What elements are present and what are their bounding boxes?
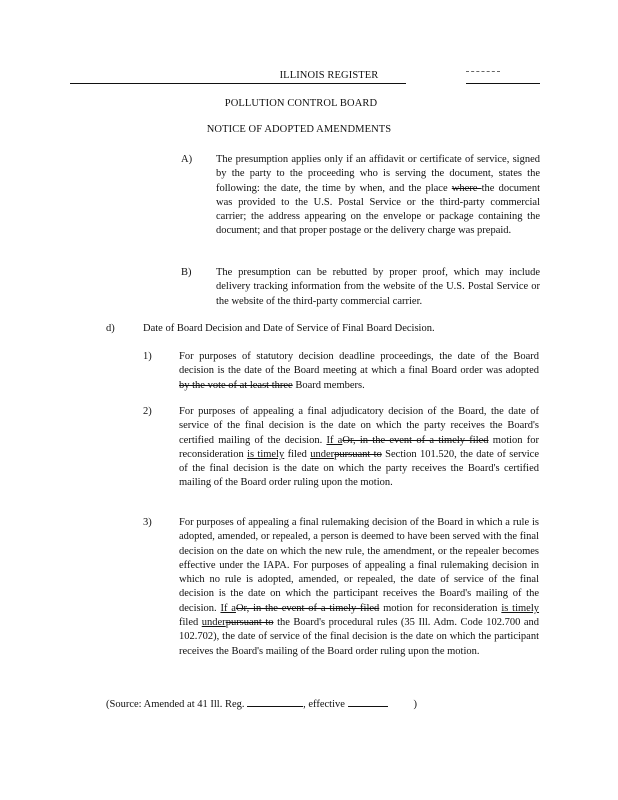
header-rule-left (70, 83, 406, 84)
reg-page-blank (247, 697, 303, 707)
strike-where: where (451, 182, 482, 194)
item-2-text: For purposes of appealing a final adjudicatory decision of the Board, the date of service of the final decision is the date on which the party receives the Board's certified mailing of the decision. If aOr, in the event of a timely filed motion for reconsideration is timely filed underpursuant to Section 101.520, the date of service of the final decision is the date on which the party receives the Board's certified mailing of the Board order ruling upon the motion. (179, 406, 540, 489)
item-a-text: The presumption applies only if an affidavit or certificate of service, signed by the party to the proceeding who is serving the document, states the following: the date, the time by when, and the place where the document was provided to the U.S. Postal Service or the third-party commercial carrier; the address appearing on the envelope or package containing the document; and that proper postage or the delivery charge was prepaid. (216, 154, 541, 237)
item-d-marker: d) (106, 323, 115, 334)
board-title: POLLUTION CONTROL BOARD (224, 98, 378, 109)
effective-date-blank (348, 697, 388, 707)
header-rule-right (466, 83, 540, 84)
item-2-marker: 2) (143, 406, 152, 417)
item-a-marker: A) (181, 154, 193, 165)
strike-vote: by the vote of at least three (179, 379, 293, 391)
item-1-marker: 1) (143, 351, 152, 362)
source-note: (Source: Amended at 41 Ill. Reg. , effective ) (106, 699, 418, 710)
notice-title: NOTICE OF ADOPTED AMENDMENTS (206, 124, 392, 135)
item-b-marker: B) (181, 267, 192, 278)
item-3-text: For purposes of appealing a final rulemaking decision of the Board in which a rule is adopted, amended, or repealed, a person is deemed to have been served with the final decision on the date on which the new rule, the amendment, or the repealer becomes effective under the IAPA. For purposes of appealing a final rulemaking decision in which no rule is adopted, amended, or repealed, the date of service of the final decision is the date on which the participant receives the Board's mailing of the decision. If aOr, in the event of a timely filed motion for reconsideration is timely filed underpursuant to the Board's procedural rules (35 Ill. Adm. Code 102.700 and 102.702), the date of service of the final decision is the date on which the participant receives the Board's mailing of the Board order ruling upon the motion. (179, 517, 540, 657)
item-d-heading: Date of Board Decision and Date of Service of Final Board Decision. (143, 323, 435, 334)
item-1-text: For purposes of statutory decision deadline proceedings, the date of the Board decision is the date of the Board meeting at which a final Board order was adopted by the vote of at least three Board members. (179, 351, 539, 391)
item-b-text: The presumption can be rebutted by proper proof, which may include delivery tracking information from the website of the U.S. Postal Service or the website of the third-party commercial carrier. (216, 267, 540, 307)
register-title: ILLINOIS REGISTER (279, 70, 379, 81)
item-3-marker: 3) (143, 517, 152, 528)
